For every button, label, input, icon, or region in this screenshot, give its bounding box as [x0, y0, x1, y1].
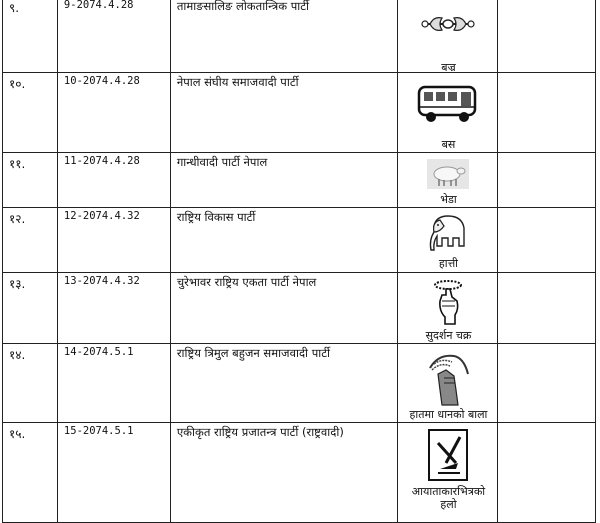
- serial-number: ११.: [3, 153, 58, 208]
- party-name: चुरेभावर राष्ट्रिय एकता पार्टी नेपाल: [170, 273, 397, 344]
- hand-with-paddy-icon: [424, 350, 472, 406]
- table-row: [3, 344, 596, 423]
- elephant-icon: [426, 212, 470, 254]
- empty-cell: [498, 273, 596, 344]
- registration-number: 9-2074.4.28: [57, 0, 170, 73]
- registration-number: 13-2074.4.32: [57, 273, 170, 344]
- table-row: [3, 273, 596, 344]
- party-name: एकीकृत राष्ट्रिय प्रजातन्त्र पार्टी (राष्ट्रवादी): [170, 423, 397, 523]
- symbol-cell: [397, 153, 498, 208]
- symbol-cell: [397, 208, 498, 273]
- party-name: गान्धीवादी पार्टी नेपाल: [170, 153, 397, 208]
- table-row: [3, 208, 596, 273]
- party-registration-table: [2, 0, 596, 523]
- party-name: तामाङसालिङ लोकतान्त्रिक पार्टी: [170, 0, 397, 73]
- registration-number: 11-2074.4.28: [57, 153, 170, 208]
- symbol-label: हातमा धानको बाला: [409, 408, 488, 421]
- symbol-cell: [397, 423, 498, 523]
- table-row: [3, 0, 596, 73]
- registration-number: 14-2074.5.1: [57, 344, 170, 423]
- empty-cell: [498, 423, 596, 523]
- registration-number: 10-2074.4.28: [57, 73, 170, 153]
- symbol-label: सुदर्शन चक्र: [425, 329, 472, 342]
- serial-number: १०.: [3, 73, 58, 153]
- sheep-icon: [427, 159, 469, 189]
- serial-number: १५.: [3, 423, 58, 523]
- symbol-cell: [397, 273, 498, 344]
- registration-number: 12-2074.4.32: [57, 208, 170, 273]
- symbol-label: भेडा: [440, 193, 457, 206]
- symbol-label: हात्ती: [438, 257, 459, 270]
- table-row: [3, 73, 596, 153]
- plough-in-rectangle-icon: [428, 429, 468, 481]
- vajra-icon: [420, 13, 476, 35]
- serial-number: ९.: [3, 0, 58, 73]
- serial-number: १३.: [3, 273, 58, 344]
- bus-icon: [416, 82, 480, 126]
- symbol-cell: [397, 344, 498, 423]
- symbol-label: आयाताकारभित्रको हलो: [411, 485, 486, 511]
- empty-cell: [498, 0, 596, 73]
- table-row: [3, 153, 596, 208]
- empty-cell: [498, 344, 596, 423]
- symbol-label: बज्र: [441, 61, 456, 74]
- serial-number: १२.: [3, 208, 58, 273]
- registration-number: 15-2074.5.1: [57, 423, 170, 523]
- party-name: राष्ट्रिय त्रिमुल बहुजन समाजवादी पार्टी: [170, 344, 397, 423]
- symbol-label: बस: [441, 138, 456, 151]
- empty-cell: [498, 73, 596, 153]
- sudarshan-chakra-icon: [425, 277, 471, 325]
- party-name: नेपाल संघीय समाजवादी पार्टी: [170, 73, 397, 153]
- serial-number: १४.: [3, 344, 58, 423]
- table-row: [3, 423, 596, 523]
- empty-cell: [498, 153, 596, 208]
- symbol-cell: [397, 73, 498, 153]
- empty-cell: [498, 208, 596, 273]
- symbol-cell: [397, 0, 498, 73]
- party-name: राष्ट्रिय विकास पार्टी: [170, 208, 397, 273]
